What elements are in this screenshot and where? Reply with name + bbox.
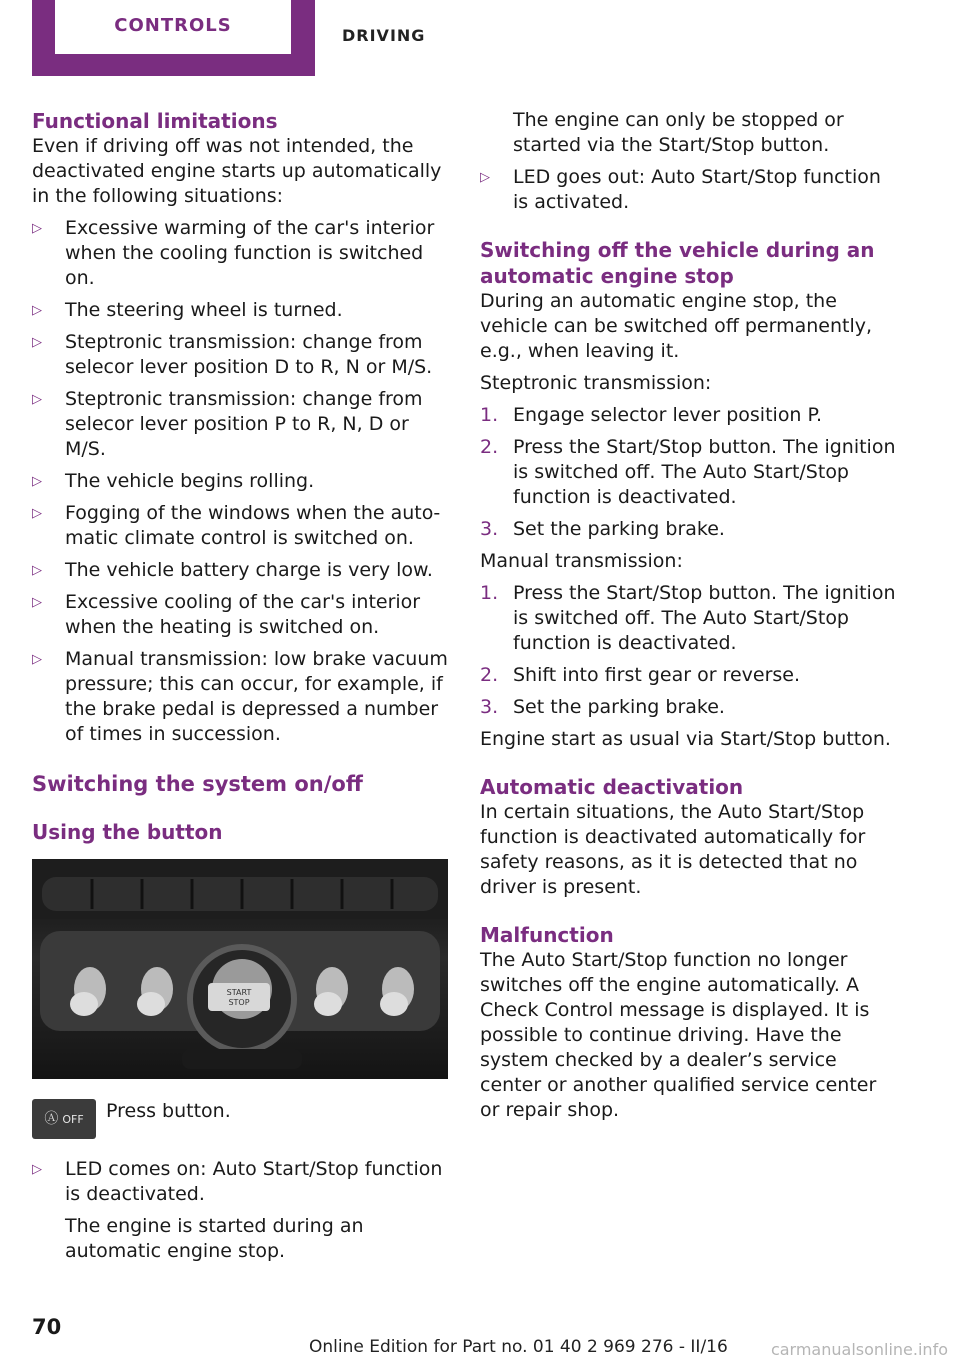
list-item: ▷ The vehicle begins rolling.	[32, 470, 315, 492]
led-off-list	[480, 165, 898, 215]
toggle-switch-panel-illustration	[32, 859, 448, 1079]
list-item: ▷ Excessive cooling of the car's interior when the heating is switched on.	[32, 591, 421, 638]
list-item: ▷ The vehicle battery charge is very low.	[32, 559, 433, 581]
press-button-row	[32, 1099, 448, 1139]
triangle-bullet-icon: ▷	[32, 506, 42, 521]
page-number: 70	[32, 1315, 62, 1339]
edition-footer: Online Edition for Part no. 01 40 2 969 276 - II/16	[309, 1337, 728, 1357]
left-column	[32, 108, 448, 1271]
list-item: 1. Press the Start/Stop button. The ignition is switched off. The Auto Start/Stop function is deactivated.	[480, 582, 896, 654]
triangle-bullet-icon: ▷	[32, 563, 42, 578]
manual-steps	[480, 581, 898, 720]
control-panel-photo	[32, 859, 448, 1079]
heading-switching-off-vehicle: Switching off the vehicle during an automatic engine stop	[480, 238, 875, 288]
triangle-bullet-icon: ▷	[32, 652, 42, 667]
list-item: ▷ Fogging of the windows when the automatic climate control is switched on.	[32, 502, 441, 549]
list-item: ▷ Excessive warming of the car's interior when the cooling function is switched on.	[32, 217, 435, 289]
list-item: 3. Set the parking brake.	[480, 518, 725, 540]
auto-start-stop-off-icon	[32, 1099, 96, 1139]
heading-switching-on-off: Switching the system on/off	[32, 772, 363, 796]
watermark: carmanualsonline.info	[770, 1340, 948, 1359]
list-item: 2. Shift into first gear or reverse.	[480, 664, 801, 686]
triangle-bullet-icon: ▷	[32, 595, 42, 610]
start-label: START	[226, 988, 252, 997]
heading-malfunction: Malfunction	[480, 923, 614, 947]
triangle-bullet-icon: ▷	[32, 392, 42, 407]
switchoff-text: During an automatic engine stop, the vehicle can be switched off permanently, e.g., when leaving it.	[480, 290, 873, 362]
triangle-bullet-icon: ▷	[32, 1162, 42, 1177]
malfunction-text: The Auto Start/Stop function no longer switches off the engine automatically. A Check Control message is displayed. It is possible to continue driving. Have the system checked by a dealer’s service center or another qualified service center or repair shop.	[480, 949, 877, 1121]
triangle-bullet-icon: ▷	[32, 221, 42, 236]
list-item: 2. Press the Start/Stop button. The ignition is switched off. The Auto Start/Stop function is deactivated.	[480, 436, 896, 508]
tab-controls[interactable]: CONTROLS	[55, 0, 291, 54]
icon-off-text: OFF	[62, 1112, 84, 1126]
tab-driving[interactable]: DRIVING	[342, 26, 426, 45]
heading-automatic-deactivation: Automatic deactivation	[480, 775, 744, 799]
limitations-list	[32, 216, 448, 747]
steptronic-label: Steptronic transmission:	[480, 372, 712, 394]
stop-label: STOP	[228, 998, 250, 1007]
heading-functional-limitations: Functional limitations	[32, 109, 278, 133]
led-on-list	[32, 1157, 448, 1207]
list-item: ▷ Manual transmission: low brake vacuum pressure; this can occur, for example, if the brake pedal is depressed a number of times in succession.	[32, 648, 448, 745]
manual-label: Manual transmission:	[480, 550, 683, 572]
heading-using-button: Using the button	[32, 820, 223, 844]
continued-note: The engine can only be stopped or started via the Start/Stop button.	[513, 109, 844, 156]
triangle-bullet-icon: ▷	[32, 335, 42, 350]
right-column	[480, 108, 898, 1130]
limitations-intro: Even if driving off was not intended, the deactivated engine starts up automatically in the following situations:	[32, 135, 442, 207]
list-item: 3. Set the parking brake.	[480, 696, 725, 718]
autodeact-text: In certain situations, the Auto Start/Stop function is deactivated automatically for safety reasons, as it is detected that no driver is present.	[480, 801, 866, 898]
list-item: ▷ Steptronic transmission: change from selecor lever position D to R, N or M/S.	[32, 331, 433, 378]
steptronic-steps	[480, 403, 898, 542]
auto-icon: Ⓐ	[44, 1110, 59, 1127]
engine-start-text: Engine start as usual via Start/Stop button.	[480, 728, 891, 750]
list-item: ▷ Steptronic transmission: change from selecor lever position P to R, N, D or M/S.	[32, 388, 423, 460]
list-item: ▷ LED goes out: Auto Start/Stop function is activated.	[480, 166, 881, 213]
triangle-bullet-icon: ▷	[480, 170, 490, 185]
triangle-bullet-icon: ▷	[32, 303, 42, 318]
list-item: 1. Engage selector lever position P.	[480, 404, 823, 426]
triangle-bullet-icon: ▷	[32, 474, 42, 489]
press-button-text: Press button.	[106, 1100, 231, 1122]
list-item: ▷ The steering wheel is turned.	[32, 299, 343, 321]
led-on-note: The engine is started during an automatic engine stop.	[65, 1215, 364, 1262]
list-item: ▷ LED comes on: Auto Start/Stop function is deactivated.	[32, 1158, 443, 1205]
